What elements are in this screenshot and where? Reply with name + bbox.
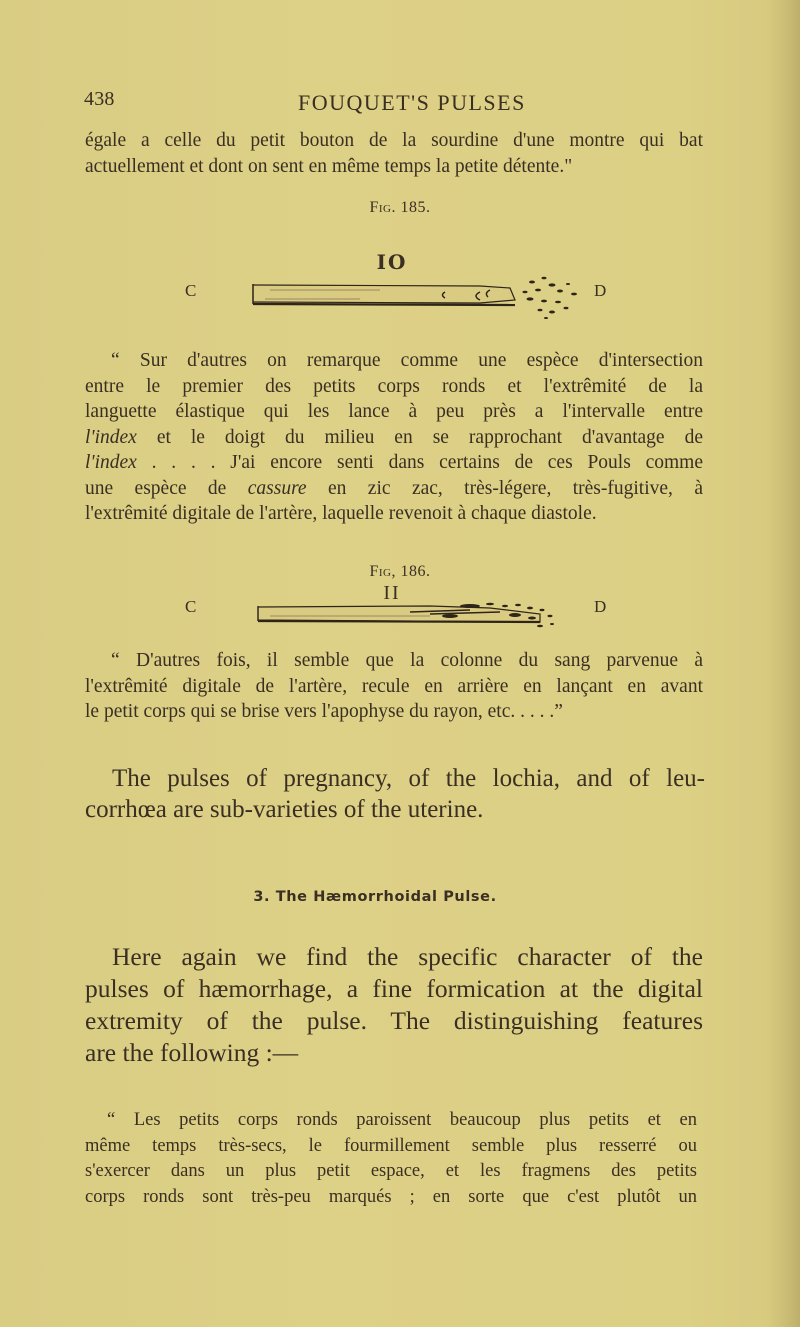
running-title: FOUQUET'S PULSES xyxy=(298,90,526,115)
figure-186-number: II xyxy=(383,582,401,604)
text-line: languette élastique qui les lance à peu près a l'intervalle entre xyxy=(85,401,703,422)
italic-word: cassure xyxy=(247,477,307,499)
italic-word: l'index xyxy=(85,452,137,473)
text-line: “ D'autres fois, il semble que la colonne du sang parvenue à xyxy=(111,650,703,671)
text-line: The pulses of pregnancy, of the lochia, and of leu- xyxy=(112,765,705,792)
text-line: are the following :— xyxy=(85,1038,299,1067)
text-line: le petit corps qui se brise vers l'apophyse du rayon, etc. . . . .” xyxy=(85,701,563,722)
text-line: extremity of the pulse. The distinguishing features xyxy=(85,1006,703,1035)
text-line xyxy=(85,476,703,502)
text-line xyxy=(85,450,703,476)
quote-paragraph-3 xyxy=(85,1108,697,1210)
page-number: 438 xyxy=(84,88,115,110)
figure-label-c: C xyxy=(185,281,197,300)
text-span: . . . . J'ai encore senti dans certains de ces Pouls comme xyxy=(136,452,703,473)
text-span: une espèce de xyxy=(85,477,248,499)
text-line: l'extrêmité digitale de l'artère, recule en arrière en lançant en avant xyxy=(85,675,703,697)
figure-185-caption: Fig. 185. xyxy=(369,199,431,216)
pulse-tube-drawing-icon xyxy=(180,600,620,640)
text-line: “ Les petits corps ronds paroissent beaucoup plus petits et en xyxy=(107,1110,697,1130)
quote-paragraph-1 xyxy=(85,348,703,527)
paragraph-haemorrhoidal-description xyxy=(85,941,703,1069)
text-line: même temps très-secs, le fourmillement semble plus resserré ou xyxy=(85,1135,697,1156)
text-line: entre le premier des petits corps ronds et l'extrêmité de la xyxy=(85,375,703,397)
figure-label-d: D xyxy=(594,281,607,300)
text-line: pulses of hæmorrhage, a fine formication at the digital xyxy=(85,974,703,1003)
figure-186 xyxy=(180,597,620,640)
text-span: et le doigt du milieu en se rapprochant d'avantage de xyxy=(136,426,703,448)
text-line: l'extrêmité digitale de l'artère, laquelle revenoit à chaque diastole. xyxy=(85,503,597,524)
section-heading: 3. The Hæmorrhoidal Pulse. xyxy=(253,889,497,905)
italic-word: l'index xyxy=(85,426,137,448)
text-line: Here again we find the specific character of the xyxy=(112,942,703,971)
text-line: “ Sur d'autres on remarque comme une espèce d'intersection xyxy=(111,350,703,371)
figure-label-c: C xyxy=(185,597,197,616)
quote-paragraph-2 xyxy=(85,648,703,725)
text-line: égale a celle du petit bouton de la sourdine d'une montre qui bat xyxy=(85,130,703,151)
paragraph-pregnancy-pulses xyxy=(85,763,705,825)
paragraph-continuation xyxy=(85,128,703,179)
text-line: corps ronds sont très-peu marqués ; en sorte que c'est plutôt un xyxy=(85,1186,697,1207)
figure-186-caption: Fig, 186. xyxy=(369,563,431,580)
text-line: s'exercer dans un plus petit espace, et les fragmens des petits xyxy=(85,1161,697,1181)
text-line xyxy=(85,425,703,451)
pulse-tube-drawing-icon xyxy=(180,272,620,332)
text-line: actuellement et dont on sent en même temps la petite détente." xyxy=(85,155,573,177)
running-head xyxy=(84,88,724,118)
figure-185-number: IO xyxy=(376,250,408,274)
figure-185 xyxy=(180,272,620,332)
text-span: en zic zac, très-légere, très-fugitive, à xyxy=(306,477,703,499)
text-line: corrhœa are sub-varieties of the uterine. xyxy=(85,796,484,823)
figure-label-d: D xyxy=(594,597,607,616)
